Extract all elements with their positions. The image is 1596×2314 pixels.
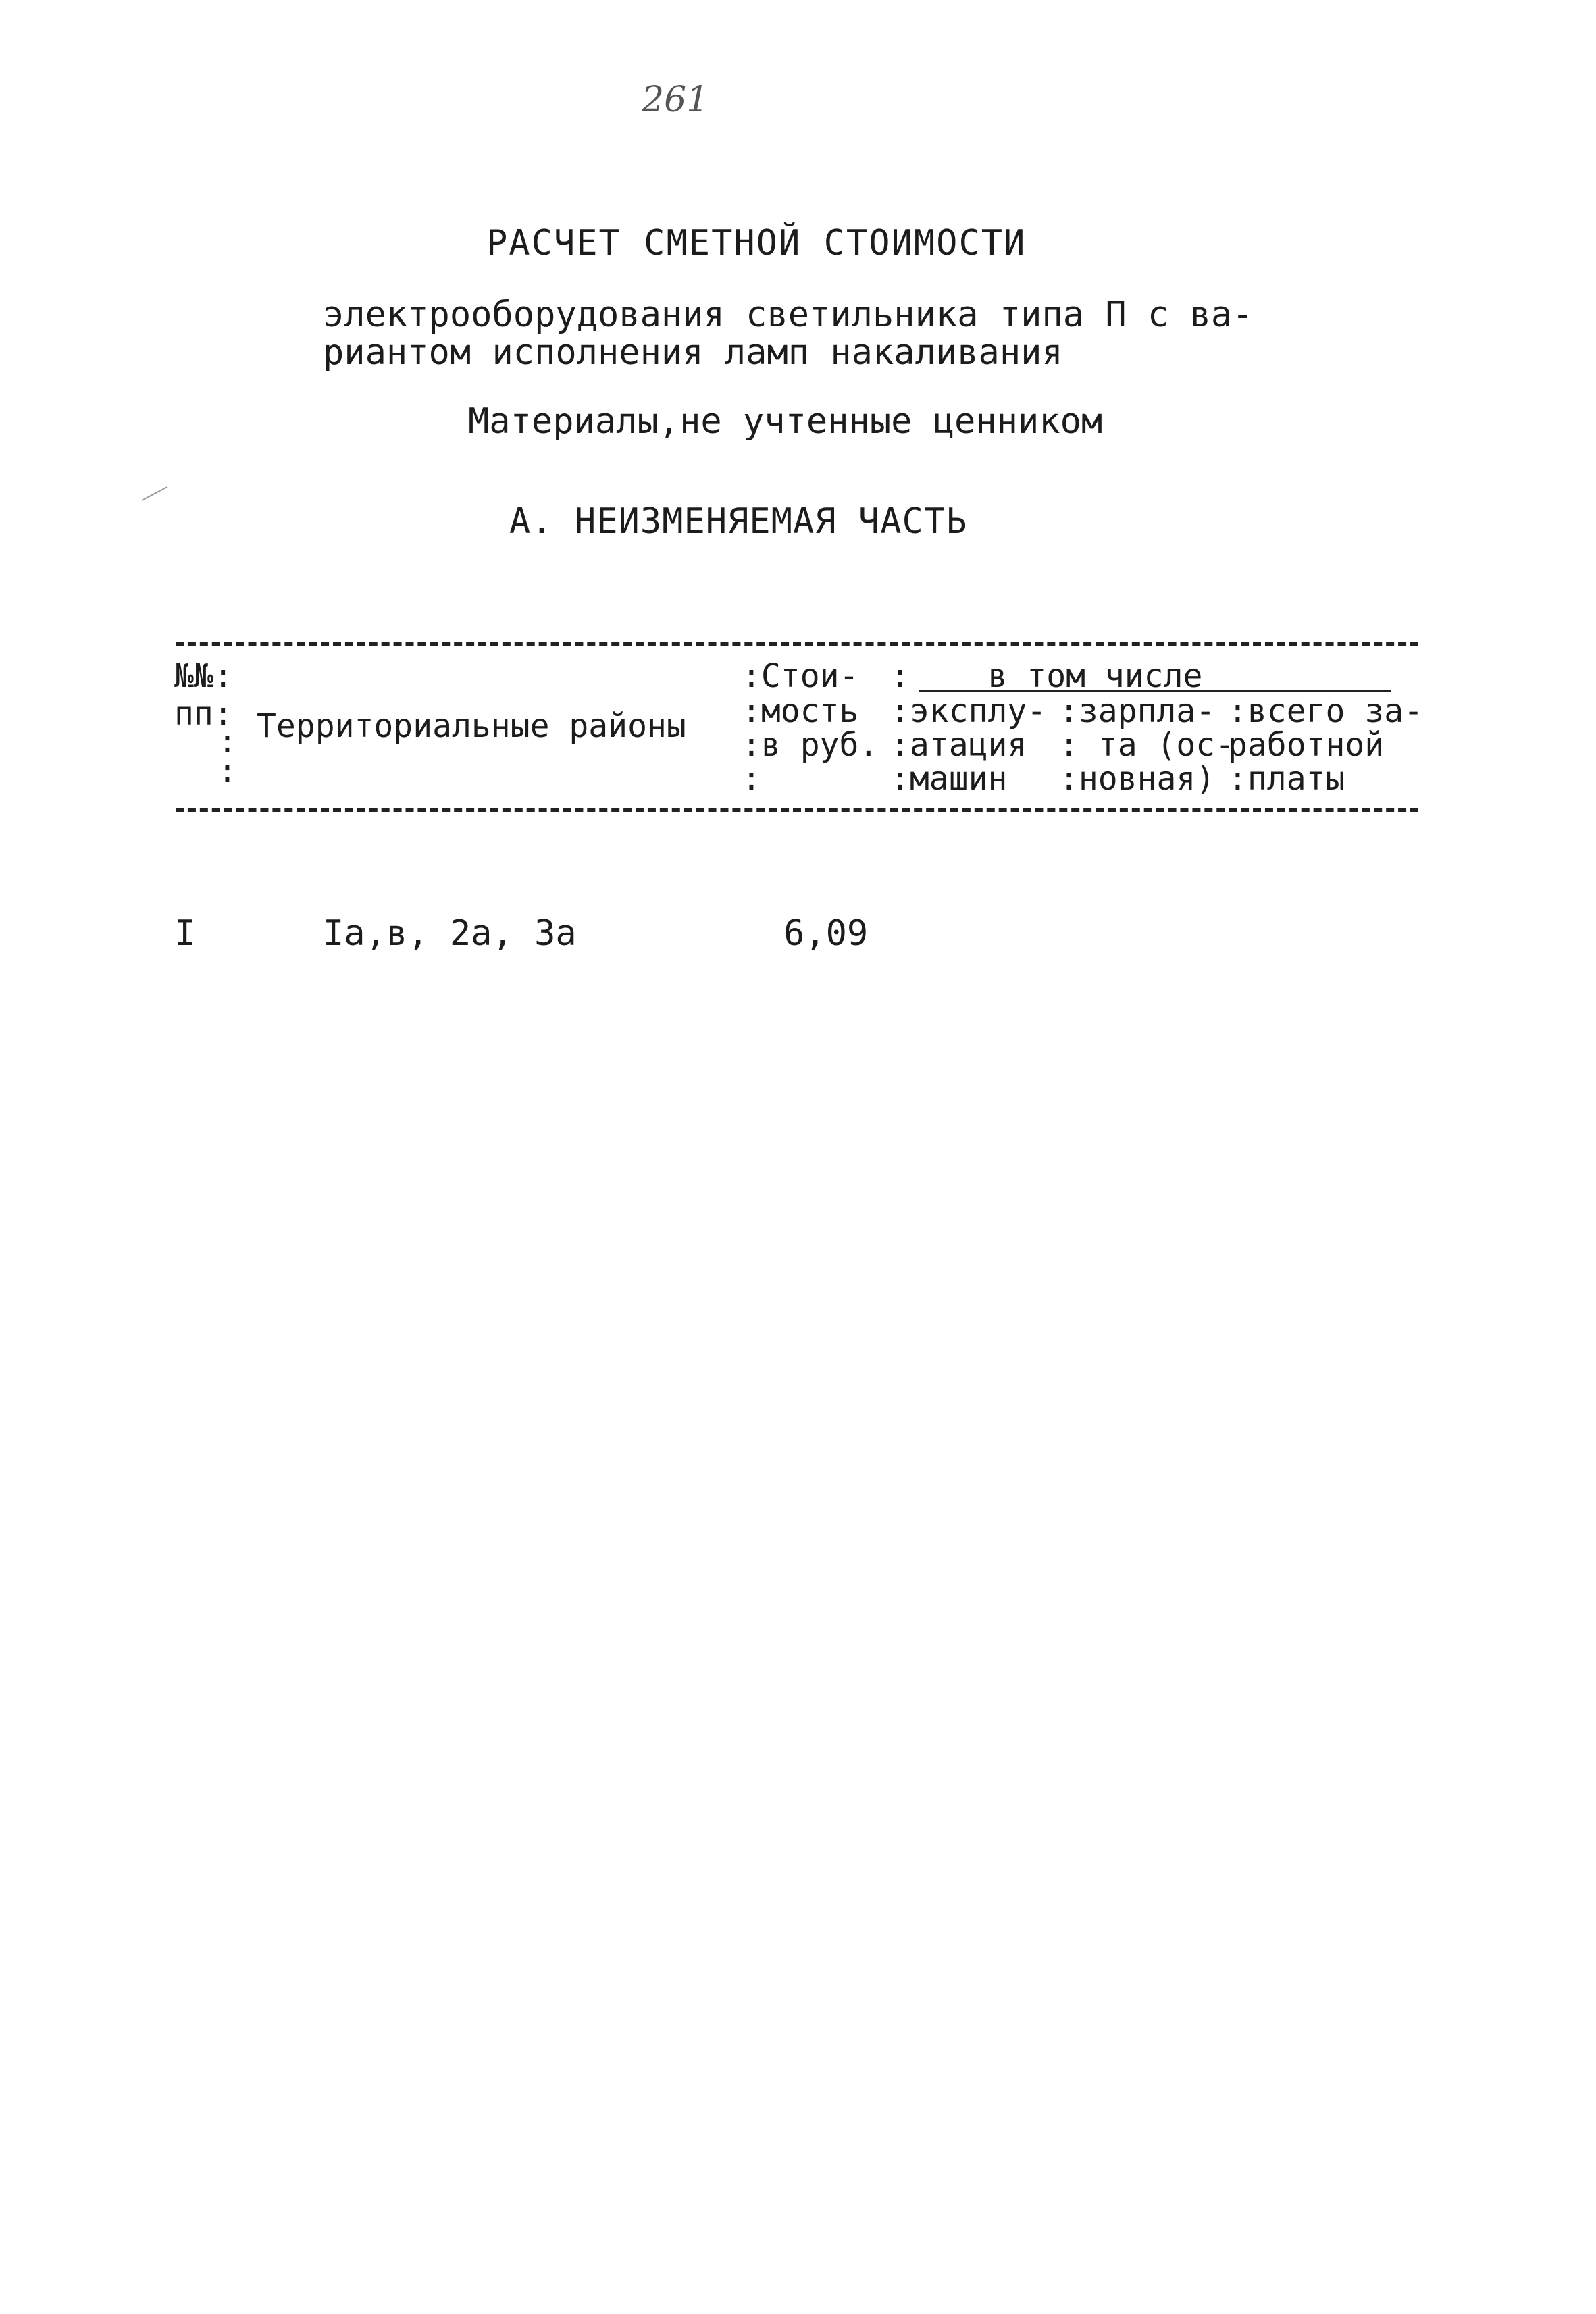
header-wage-line-2: : та (ос- — [1059, 726, 1235, 764]
page-number: 261 — [642, 80, 709, 120]
header-operation-line-2: :атация — [890, 726, 1027, 764]
materials-note: Материалы,не учтенные ценником — [468, 401, 1103, 442]
document-title: РАСЧЕТ СМЕТНОЙ СТОИМОСТИ — [486, 223, 1027, 263]
table-row-districts: Iа,в, 2а, 3а — [323, 913, 577, 954]
table-row-cost: 6,09 — [783, 913, 869, 954]
header-total-wage-line-1: :всего за- — [1228, 692, 1423, 730]
table-header-bottom-rule — [176, 808, 1418, 812]
header-total-wage-line-3: :платы — [1228, 760, 1345, 798]
subtitle-line-1: электрооборудования светильника типа П с ва- — [323, 294, 1254, 335]
header-total-wage-line-2: работной — [1228, 726, 1385, 764]
header-operation-line-3: :машин — [890, 760, 1008, 798]
header-number-separator: : : — [217, 723, 237, 790]
header-number-line-1: №№: — [174, 657, 233, 695]
header-wage-line-3: :новная) — [1059, 760, 1216, 798]
section-title: А. НЕИЗМЕНЯЕМАЯ ЧАСТЬ — [509, 501, 968, 542]
header-cost-line-3: :в руб. — [742, 726, 879, 764]
header-cost-line-1: :Стои- — [742, 657, 859, 695]
header-district: Территориальные районы — [257, 707, 686, 745]
header-cost-line-2: :мость — [742, 692, 859, 730]
table-row-number: I — [174, 913, 196, 954]
header-including: : в том числе — [890, 657, 1203, 695]
document-subtitle — [323, 296, 1254, 371]
header-operation-line-1: :эксплу- — [890, 692, 1047, 730]
header-wage-line-1: :зарпла- — [1059, 692, 1216, 730]
subtitle-line-2: риантом исполнения ламп накаливания — [323, 332, 1063, 373]
stray-pen-mark — [142, 486, 168, 500]
table-top-rule — [176, 642, 1418, 646]
header-number-line-2: пп: — [174, 695, 233, 733]
header-cost-line-4: : — [742, 760, 761, 798]
